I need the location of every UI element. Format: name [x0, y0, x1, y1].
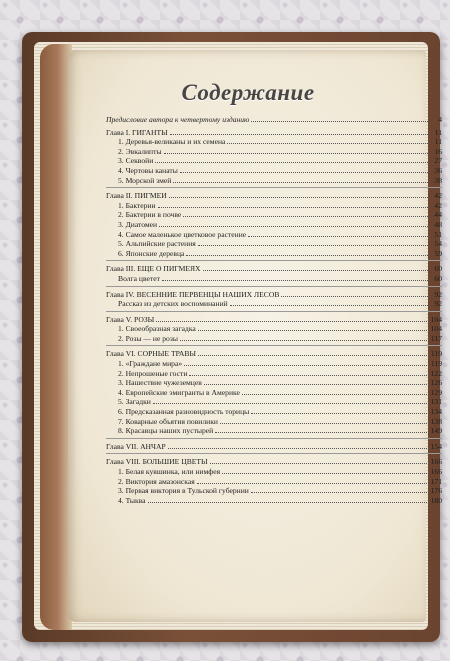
dot-leader: [222, 467, 429, 474]
toc-page-number: 44: [434, 210, 442, 220]
toc-entry-title: 3. Первая виктория в Тульской губернии: [118, 486, 249, 496]
dot-leader: [164, 147, 430, 154]
toc-section-row[interactable]: [106, 210, 442, 220]
toc-section-row[interactable]: [106, 230, 442, 240]
toc-entry-title: Глава II. ПИГМЕИ: [106, 191, 167, 201]
dot-leader: [180, 334, 429, 341]
toc-page-number: 92: [434, 289, 442, 299]
dot-leader: [180, 166, 430, 173]
toc-page-number: 11: [434, 127, 442, 137]
toc-section-row[interactable]: [106, 496, 442, 506]
toc-section-row[interactable]: [106, 249, 442, 259]
dot-leader: [210, 457, 429, 464]
toc-entry-title: 4. Европейские эмигранты в Америке: [118, 387, 240, 397]
chapter-divider: [106, 438, 442, 439]
dot-leader: [162, 274, 430, 281]
toc-page-number: 154: [430, 441, 442, 451]
toc-page-number: 48: [434, 219, 442, 229]
toc-entry-title: Рассказ из детских воспоминаний: [118, 299, 228, 309]
toc-page-number: 54: [434, 239, 442, 249]
toc-page-number: 104: [430, 324, 442, 334]
toc-page-number: 166: [430, 467, 442, 476]
dot-leader: [168, 442, 429, 449]
dot-leader: [251, 115, 430, 122]
page-title: Содержание: [181, 80, 315, 105]
toc-section-row[interactable]: [106, 239, 442, 249]
toc-entry-title: 6. Предсказанная разновидность торицы: [118, 407, 250, 417]
toc-section-row[interactable]: [106, 486, 442, 496]
toc-entry-title: 3. Секвойи: [118, 156, 154, 166]
toc-entry-title: 5. Альпийские растения: [118, 239, 196, 249]
dot-leader: [204, 378, 429, 385]
toc-entry-title: 2. Эвкалипты: [118, 146, 162, 156]
dot-leader: [184, 359, 429, 366]
dot-leader: [220, 417, 429, 424]
toc-section-row[interactable]: [106, 324, 442, 334]
table-of-contents: [106, 115, 442, 505]
toc-section-row[interactable]: [106, 467, 442, 477]
dot-leader: [251, 407, 428, 414]
toc-entry-title: Предисловие автора к четвертому изданию: [106, 115, 250, 124]
toc-entry-title: 1. Деревья-великаны и их семена: [118, 137, 226, 147]
toc-chapter-row[interactable]: [106, 264, 442, 274]
toc-page-number: 149: [430, 426, 442, 436]
dot-leader: [158, 201, 430, 208]
toc-section-row[interactable]: [106, 477, 442, 487]
toc-page-number: 138: [430, 416, 442, 426]
dot-leader: [169, 191, 430, 198]
toc-page-number: 129: [430, 387, 442, 397]
toc-chapter-row[interactable]: [106, 457, 442, 467]
dot-leader: [173, 176, 430, 183]
toc-entry-title: 2. Бактерии в почве: [118, 210, 182, 220]
toc-entry-title: Глава I. ГИГАНТЫ: [106, 127, 168, 137]
toc-entry-title: Глава IV. ВЕСЕННИЕ ПЕРВЕНЦЫ НАШИХ ЛЕСОВ: [106, 289, 280, 299]
toc-page-number: 16: [434, 146, 442, 156]
toc-page-number: 11: [434, 137, 442, 147]
dot-leader: [183, 210, 430, 217]
toc-section-row[interactable]: [106, 407, 442, 417]
toc-section-row[interactable]: [106, 397, 442, 407]
toc-section-row[interactable]: [106, 166, 442, 176]
toc-preface-row[interactable]: [106, 115, 442, 125]
toc-section-row[interactable]: [106, 274, 442, 284]
toc-chapter-row[interactable]: [106, 290, 442, 300]
toc-entry-title: 5. Загадки: [118, 397, 151, 407]
toc-page-number: 117: [430, 333, 442, 343]
chapter-divider: [106, 345, 442, 346]
toc-entry-title: 6. Японские деревца: [118, 248, 185, 258]
toc-entry-title: 1. «Граждане мира»: [118, 359, 183, 369]
toc-entry-title: 5. Морской змей: [118, 175, 172, 185]
toc-page-number: 38: [434, 175, 442, 185]
toc-entry-title: 4. Чертовы канаты: [118, 165, 178, 175]
toc-section-row[interactable]: [106, 201, 442, 211]
chapter-divider: [106, 286, 442, 287]
dot-leader: [227, 137, 430, 144]
toc-entry-title: Глава V. РОЗЫ: [106, 314, 155, 324]
toc-page-number: 51: [434, 229, 442, 239]
toc-page-number: 92: [434, 299, 442, 309]
dot-leader: [159, 220, 430, 227]
dot-leader: [203, 264, 430, 271]
toc-section-row[interactable]: [106, 137, 442, 147]
toc-chapter-row[interactable]: [106, 349, 442, 359]
toc-page-number: 36: [434, 165, 442, 175]
toc-section-row[interactable]: [106, 378, 442, 388]
dot-leader: [156, 315, 428, 322]
toc-section-row[interactable]: [106, 299, 442, 309]
toc-entry-title: Волга цветет: [118, 273, 160, 283]
toc-page-number: 59: [434, 248, 442, 258]
dot-leader: [170, 128, 430, 135]
dot-leader: [197, 477, 429, 484]
toc-entry-title: 2. Виктория амазонская: [118, 476, 195, 486]
dot-leader: [198, 324, 429, 331]
toc-page-number: 180: [430, 495, 442, 505]
dot-leader: [248, 230, 430, 237]
dot-leader: [198, 239, 430, 246]
toc-page-number: 171: [430, 476, 442, 486]
toc-entry-title: 4. Тыква: [118, 495, 146, 505]
dot-leader: [281, 290, 430, 297]
dot-leader: [153, 397, 429, 404]
toc-entry-title: 3. Диатомеи: [118, 219, 158, 229]
dot-leader: [186, 249, 430, 256]
toc-page-number: 119: [430, 349, 442, 359]
dot-leader: [251, 486, 429, 493]
dot-leader: [242, 388, 429, 395]
toc-entry-title: Глава VI. СОРНЫЕ ТРАВЫ: [106, 349, 197, 359]
toc-section-row[interactable]: [106, 220, 442, 230]
dot-leader: [189, 369, 428, 376]
toc-page-number: 126: [430, 378, 442, 388]
toc-chapter-row[interactable]: [106, 128, 442, 138]
toc-page-number: 42: [434, 191, 442, 201]
toc-section-row[interactable]: [106, 176, 442, 186]
toc-entry-title: 1. Белая кувшинка, или нимфея: [118, 467, 221, 476]
toc-section-row[interactable]: [106, 147, 442, 157]
toc-section-row[interactable]: [106, 156, 442, 166]
dot-leader: [148, 496, 429, 503]
toc-page-number: 42: [434, 200, 442, 210]
toc-page-number: 60: [434, 273, 442, 283]
toc-chapter-row[interactable]: [106, 315, 442, 325]
toc-page-number: 176: [430, 486, 442, 496]
toc-page-number: 122: [430, 368, 442, 378]
dot-leader: [215, 426, 428, 433]
toc-chapter-row[interactable]: [106, 191, 442, 201]
dot-leader: [155, 156, 430, 163]
toc-entry-title: 3. Нашествие чужеземцев: [118, 378, 202, 388]
dot-leader: [198, 349, 429, 356]
toc-page-number: 131: [430, 397, 442, 407]
toc-page-number: 4: [438, 115, 442, 124]
toc-entry-title: 1. Бактерии: [118, 200, 156, 210]
toc-page-number: 60: [434, 264, 442, 274]
toc-section-row[interactable]: [106, 388, 442, 398]
toc-entry-title: 4. Самое маленькое цветковое растение: [118, 229, 247, 239]
toc-entry-title: 2. Розы — не розы: [118, 333, 178, 343]
toc-section-row[interactable]: [106, 334, 442, 344]
toc-entry-title: 7. Коварные объятия повилики: [118, 416, 218, 426]
toc-page-number: 166: [430, 457, 442, 467]
toc-entry-title: Глава VIII. БОЛЬШИЕ ЦВЕТЫ: [106, 457, 208, 467]
toc-page-number: 27: [434, 156, 442, 166]
chapter-divider: [106, 260, 442, 261]
toc-chapter-row[interactable]: [106, 442, 442, 452]
toc-page-number: 119: [430, 359, 442, 369]
chapter-divider: [106, 453, 442, 454]
toc-section-row[interactable]: [106, 359, 442, 369]
toc-section-row[interactable]: [106, 369, 442, 379]
toc-page-number: 104: [430, 314, 442, 324]
toc-section-row[interactable]: [106, 417, 442, 427]
chapter-divider: [106, 187, 442, 188]
toc-entry-title: 1. Своеобразная загадка: [118, 324, 196, 334]
toc-page-number: 134: [430, 407, 442, 417]
dot-leader: [230, 299, 430, 306]
toc-section-row[interactable]: [106, 426, 442, 436]
toc-entry-title: Глава VII. АНЧАР: [106, 441, 166, 451]
toc-entry-title: 8. Красавцы наших пустырей: [118, 426, 214, 436]
chapter-divider: [106, 311, 442, 312]
toc-entry-title: 2. Непрошеные гости: [118, 368, 188, 378]
toc-entry-title: Глава III. ЕЩЕ О ПИГМЕЯХ: [106, 264, 201, 274]
